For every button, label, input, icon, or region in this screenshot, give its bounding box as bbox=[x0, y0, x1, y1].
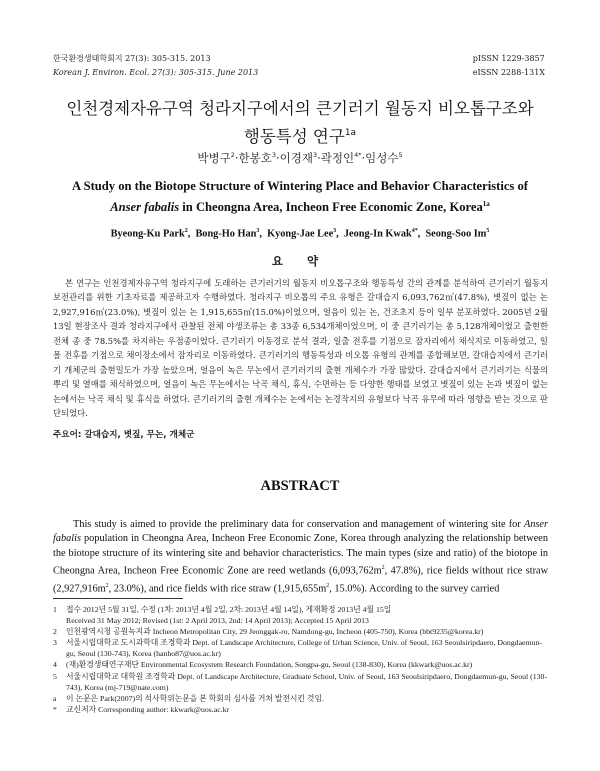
journal-name-en: Korean J. Environ. Ecol. 27(3): 305-315. June 2013 bbox=[53, 68, 259, 77]
author-en: Seong-Soo Im bbox=[425, 228, 487, 240]
author-ko: 박병구 bbox=[197, 151, 231, 165]
abstract-heading: ABSTRACT bbox=[260, 478, 340, 494]
korean-abstract-body: 본 연구는 인천경제자유구역 청라지구에 도래하는 큰기러기의 월동지 비오톱구조와 행동특성 간의 관계를 분석하여 큰기러기 월동지 보전관리를 위한 기초자료를 제공하고자 수행하였다. 청라지구 비오톱의 주요 유형은 갈대습지 6,093,762㎡(47.8%), 볏짚이 없는 논 2,927,916㎡(23.0%), 볏짚이 있는 논 1,915,655㎡(15.0%)이었으며, 얼음이 있는 논, 건조초지 등이 일부 분포하였다. 2005년 2월 13일 현장조사 결과 청라지구에서 관찰된 전체 야생조류는 총 33종 6,534개체이었으며, 이 중 큰기러기는 총 5,128개체이었고 출현한 전체 종 중 78.5%를 차지하는 우점종이었다. 큰기러기 이동경로 분석 결과, 일출 전후를 기점으로 잠자리에서 채식지로 이동하였고, 일몰 전후를 기점으로 채이장소에서 잠자리로 이동하였다. 큰기러기의 행동특성과 비오톱 유형의 관계를 종합해보면, 갈대습지에서 큰기러기 개체군의 출현밀도가 가장 높았으며, 얼음이 녹은 무논에서 큰기러기의 출현 개체수가 가장 많았다. 갈대습지에서 큰기러기는 식물의 뿌리 및 열매를 채식하였으며, 얼음이 녹은 무논에서는 낙곡 채식, 휴식, 수면하는 등 다양한 행태를 보였고 볏짚이 있는 논과 볏짚이 없는 논에서는 낙곡 채식 및 휴식을 하였다. 큰기러기의 출현 개체수는 논에서는 논경작지의 유형보다 낙곡 유무에 따라 영향을 받는 것으로 판단되었다. bbox=[53, 278, 548, 419]
footnote: 5 서울시립대학교 대학원 조경학과 Dept. of Landscape Architecture, Graduate School, Univ. of Seoul, 163 Seoulsiripdaero, Dongdaemun-gu, Seoul (130-743), Korea (mj-719@nate.com) bbox=[53, 671, 548, 692]
footnote: 3 서울시립대학교 도시과학대 조경학과 Dept. of Landscape Architecture, College of Urban Science, Univ. of Seoul, 163 Seoulsiripdaero, Dongdaemun-gu, Seoul (130-743), Korea (hanho87@uos.ac.kr) bbox=[53, 638, 542, 659]
footnote: * 교신저자 Corresponding author: kkwark@uos.ac.kr bbox=[53, 704, 230, 714]
footnote-divider bbox=[53, 598, 183, 599]
korean-abstract-heading: 요 약 bbox=[271, 254, 329, 268]
journal-header-right bbox=[473, 52, 545, 80]
author-ko: 이경재 bbox=[279, 151, 313, 165]
journal-header-left bbox=[53, 52, 258, 80]
author-ko: 임성수 bbox=[365, 151, 399, 165]
title-korean bbox=[40, 97, 560, 149]
journal-name-ko: 한국환경생태학회지 27(3): 305-315. 2013 bbox=[53, 54, 211, 63]
title-ko-footnote-mark: 1a bbox=[344, 128, 357, 138]
author-en: Bong-Ho Han bbox=[195, 228, 257, 240]
title-ko-line1: 인천경제자유구역 청라지구에서의 큰기러기 월동지 비오톱구조와 bbox=[66, 99, 534, 118]
title-english bbox=[40, 177, 560, 216]
footnotes bbox=[53, 604, 548, 715]
author-en: Byeong-Ku Park bbox=[110, 228, 185, 240]
species-name: Anser fabalis bbox=[110, 200, 180, 215]
title-ko-line2: 행동특성 연구 bbox=[243, 127, 345, 146]
authors-english: Byeong-Ku Park$^2$, Bong-Ho Han$^3$, Kyong-Jae Lee$^3$, Jeong-In Kwak$^{4*}$, Seong-Soo Im$^5$ bbox=[110, 228, 490, 240]
footnote: 2 인천광역시청 공원녹지과 Incheon Metropolitan City, 29 Jeonggak-ro, Namdong-gu, Incheon (405-750), Korea (bbt9235@korea.kr) bbox=[53, 627, 484, 637]
footnote: 1 접수 2012년 5월 31일, 수정 (1차: 2013년 4월 2일, 2차: 2013년 4월 14일), 게재확정 2013년 4월 15일 bbox=[53, 605, 392, 614]
footnote: 4 (재)환경생태연구재단 Environmental Ecosystem Research Foundation, Songpa-gu, Seoul (138-830), Korea (kkwark@uos.ac.kr) bbox=[53, 660, 473, 670]
pissn: pISSN 1229-3857 bbox=[472, 54, 545, 63]
title-en-line2: in Cheongna Area, Incheon Free Economic Zone, Korea bbox=[179, 200, 483, 215]
author-en: Kyong-Jae Lee bbox=[267, 228, 334, 240]
footnote: Received 31 May 2012; Revised (1st: 2 April 2013, 2nd: 14 April 2013); Accepted 15 April 2013 bbox=[66, 616, 369, 626]
footnote: a 이 논문은 Park(2007)의 석사학위논문을 본 학회의 심사를 거쳐 발전시킨 것임. bbox=[53, 693, 324, 703]
abstract-body: This study is aimed to provide the preliminary data for conservation and management of wintering site for Anser fabalis population in Cheongna Area, Incheon Free Economic Zone, Korea through analyzing the relationship between the biotope structure of its wintering site and behavior characteristics. The main types (size and ratio) of the biotope in Cheongna Area, Incheon Free Economic Zone are reed wetlands ($6,093,762m^2$, 47.8%), rice fields without rice straw ($2,927,916m^2$, 23.0%), and rice fields with rice straw ($1,915,655m^2$, 15.0%). According to the survey carried bbox=[53, 519, 549, 595]
eissn: eISSN 2288-131X bbox=[472, 68, 545, 77]
author-ko: 한봉호 bbox=[238, 151, 272, 165]
author-en: Jeong-In Kwak bbox=[343, 228, 412, 240]
author-ko: 곽정인 bbox=[320, 151, 355, 165]
authors-korean: 박병구$^2$·한봉호$^3$·이경재$^3$·곽정인$^{4*}$·임성수$^5$ bbox=[197, 151, 403, 165]
title-en-footnote-mark: 1a bbox=[482, 200, 490, 208]
title-en-line1: A Study on the Biotope Structure of Wintering Place and Behavior Characteristics of bbox=[72, 179, 528, 193]
species-name: Anser fabalis bbox=[53, 519, 548, 545]
keywords: 주요어: 갈대습지, 볏짚, 무논, 개체군 bbox=[53, 430, 195, 440]
